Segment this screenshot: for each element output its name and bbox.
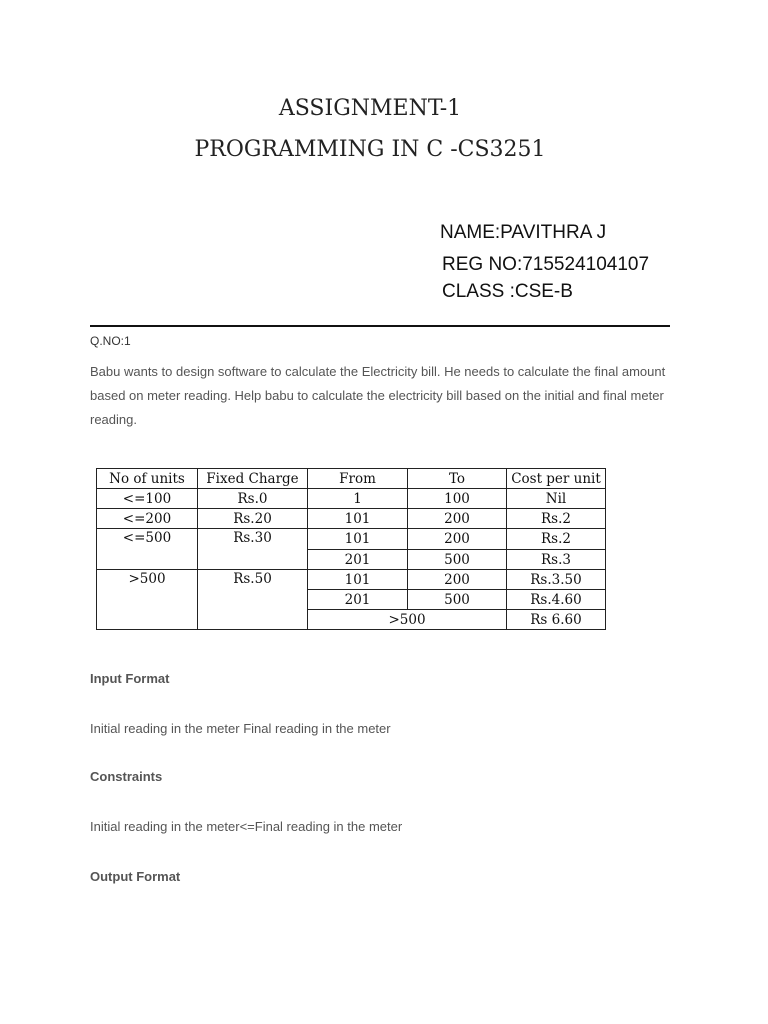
table-cell: <=100 [97,489,198,509]
table-cell: Rs.0 [198,489,308,509]
header-cell: From [308,469,408,489]
table-row [97,489,606,509]
table-cell: 500 [408,550,507,570]
tariff-table [96,468,606,630]
table-cell: Rs.3 [507,550,606,570]
table-cell: <=200 [97,509,198,529]
table-cell: >500 [308,610,507,630]
table-header-row [97,469,606,489]
question-number: Q.NO:1 [90,334,131,348]
table-cell: 100 [408,489,507,509]
question-description: Babu wants to design software to calculate the Electricity bill. He needs to calculate the final amount based on meter reading. Help babu to calculate the electricity bill based on the initial and final meter reading. [90,364,666,427]
course-title: PROGRAMMING IN C -CS3251 [194,137,546,162]
table-row [97,509,606,529]
table-cell: Rs 6.60 [507,610,606,630]
table-cell: Rs.3.50 [507,570,606,590]
header-cell: Cost per unit [507,469,606,489]
table-cell: 201 [308,590,408,610]
assignment-title: ASSIGNMENT-1 [278,96,462,121]
table-cell: 200 [408,529,507,550]
table-cell: 201 [308,550,408,570]
table-cell: 101 [308,509,408,529]
table-row [97,529,606,550]
table-cell: 200 [408,570,507,590]
table-cell: Rs.2 [507,529,606,550]
table-cell: <=500 [97,529,198,570]
table-cell: 1 [308,489,408,509]
table-cell: Rs.20 [198,509,308,529]
table-cell: 101 [308,529,408,550]
register-number: REG NO:715524104107 [442,254,650,275]
table-cell: >500 [97,570,198,630]
table-row [97,570,606,590]
table-cell: Nil [507,489,606,509]
horizontal-divider [90,325,670,327]
table-cell: 101 [308,570,408,590]
table-cell: Rs.30 [198,529,308,570]
student-name: NAME:PAVITHRA J [440,222,607,243]
table-cell: 500 [408,590,507,610]
table-cell: Rs.4.60 [507,590,606,610]
constraints-text: Initial reading in the meter<=Final reading in the meter [90,819,403,834]
header-cell: Fixed Charge [198,469,308,489]
class-label: CLASS :CSE-B [442,281,573,302]
input-format-text: Initial reading in the meter Final reading in the meter [90,721,391,736]
constraints-heading: Constraints [90,769,163,784]
input-format-heading: Input Format [90,671,170,686]
table-cell: Rs.2 [507,509,606,529]
table-cell: Rs.50 [198,570,308,630]
header-cell: To [408,469,507,489]
header-cell: No of units [97,469,198,489]
table-cell: 200 [408,509,507,529]
output-format-heading: Output Format [90,869,181,884]
